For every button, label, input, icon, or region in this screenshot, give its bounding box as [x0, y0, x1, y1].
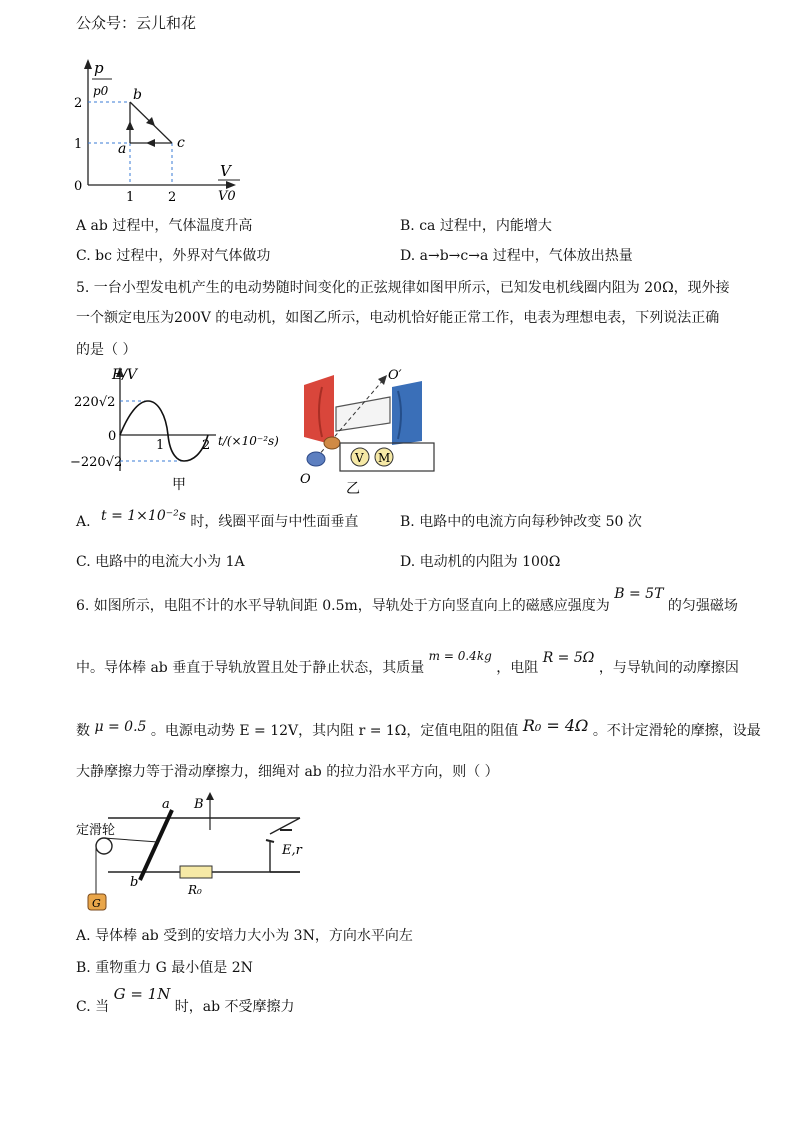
pv-arrow-ab	[126, 121, 134, 130]
pv-tick-y1: 1	[74, 137, 83, 152]
pv-y-arrow	[84, 59, 92, 69]
et-graph	[68, 365, 288, 495]
q5-option-a-formula: t = 1×10⁻²s	[101, 508, 186, 524]
q6-option-c-prefix: C. 当	[76, 999, 110, 1015]
slip-ring-1	[324, 437, 340, 449]
q6-line1-a: 6. 如图所示，电阻不计的水平导轨间距 0.5m，导轨处于方向竖直向上的磁感应强度为	[76, 598, 610, 614]
pv-tick-x2: 2	[168, 190, 177, 205]
pv-x-arrow	[226, 181, 236, 189]
et-origin: 0	[108, 429, 117, 444]
q5-option-b: B. 电路中的电流方向每秒钟改变 50 次	[400, 514, 642, 530]
q6-line3-a: 数	[76, 723, 90, 739]
q6-line2-b: ，电阻	[496, 660, 539, 676]
q4-option-c: C. bc 过程中，外界对气体做功	[76, 248, 271, 264]
q6-line2-a: 中。导体棒 ab 垂直于导轨放置且处于静止状态，其质量	[76, 660, 425, 676]
q6-option-c	[76, 985, 295, 1017]
q5-stem-line3: 的是（ ）	[76, 342, 137, 358]
q6-line1-b: 的匀强磁场	[667, 598, 738, 614]
q6-line3	[76, 716, 761, 741]
pulley-label: 定滑轮	[76, 823, 116, 838]
rod-label-a: a	[162, 797, 170, 812]
pv-tick-x1: 1	[126, 190, 135, 205]
q5-option-d: D. 电动机的内阻为 100Ω	[400, 554, 561, 570]
q6-line1	[76, 586, 738, 616]
pv-tick-y2: 2	[74, 96, 83, 111]
pv-y-label-bottom: p0	[93, 84, 109, 98]
rod-label-b: b	[130, 875, 139, 890]
et-y-min: −220√2	[70, 455, 123, 470]
et-caption: 甲	[172, 477, 186, 493]
pv-origin: 0	[74, 179, 83, 194]
rail-circuit-figure	[70, 790, 320, 915]
conductor-rod-ab	[140, 810, 172, 880]
voltmeter-label: V	[355, 451, 364, 465]
q4-option-d: D. a→b→c→a 过程中，气体放出热量	[400, 248, 633, 264]
device-caption: 乙	[346, 481, 360, 497]
pv-arrow-ca	[146, 139, 155, 147]
generator-figure	[292, 365, 442, 500]
q6-line4: 大静摩擦力等于滑动摩擦力，细绳对 ab 的拉力沿水平方向，则（ ）	[76, 764, 499, 780]
axis-label-top: O′	[388, 368, 402, 383]
q6-line3-formula2: R₀ = 4Ω	[522, 716, 589, 735]
q6-line2-formula1: m = 0.4kg	[428, 649, 492, 663]
q6-line2	[76, 649, 739, 678]
weight-label: G	[92, 897, 101, 910]
q5-option-c: C. 电路中的电流大小为 1A	[76, 554, 245, 570]
q6-line3-formula1: μ = 0.5	[94, 719, 147, 735]
pv-x-label-top: V	[220, 162, 231, 180]
q4-option-b: B. ca 过程中，内能增大	[400, 218, 552, 234]
q6-option-b: B. 重物重力 G 最小值是 2N	[76, 960, 253, 976]
battery-label: E,r	[282, 843, 302, 858]
q5-stem-line2: 一个额定电压为200V 的电动机，如图乙所示，电动机恰好能正常工作，电表为理想电表，下列说法正确	[76, 310, 720, 326]
q5-option-a	[76, 508, 359, 532]
field-arrow-head	[206, 792, 214, 800]
q6-line2-formula2: R = 5Ω	[542, 650, 595, 666]
pv-point-c: c	[177, 135, 185, 151]
q6-line3-b: 。电源电动势 E = 12V，其内阻 r = 1Ω，定值电阻的阻值	[150, 723, 519, 739]
right-wire-top	[270, 818, 300, 834]
q6-option-c-text: 时，ab 不受摩擦力	[174, 999, 295, 1015]
pulley	[96, 838, 112, 854]
string-horizontal	[104, 838, 158, 842]
axis-label-bottom: O	[300, 472, 311, 487]
q6-line3-c: 。不计定滑轮的摩擦，设最	[592, 723, 761, 739]
q6-option-a: A. 导体棒 ab 受到的安培力大小为 3N，方向水平向左	[76, 928, 413, 944]
q4-option-a: A ab 过程中，气体温度升高	[76, 218, 253, 234]
rotation-axis-arrow	[378, 375, 387, 385]
header-text: 公众号：云儿和花	[76, 14, 197, 32]
magnet-pole-blue	[392, 381, 422, 445]
pv-point-a: a	[118, 141, 127, 157]
et-y-max: 220√2	[74, 395, 116, 410]
q6-line2-c: ，与导轨间的动摩擦因	[598, 660, 739, 676]
q5-option-a-prefix: A.	[76, 514, 91, 530]
field-label-b: B	[194, 797, 204, 812]
resistor-label: R₀	[188, 883, 202, 897]
pv-point-b: b	[133, 87, 142, 103]
pv-graph	[60, 55, 250, 210]
battery-short-plate	[266, 840, 274, 842]
slip-ring-2	[307, 452, 325, 466]
pv-y-label-top: p	[94, 59, 104, 77]
q6-line1-formula: B = 5T	[614, 586, 664, 602]
et-y-label: E/V	[112, 367, 138, 383]
resistor-r0	[180, 866, 212, 878]
q5-stem-line1: 5. 一台小型发电机产生的电动势随时间变化的正弦规律如图甲所示，已知发电机线圈内阻为 20Ω，现外接	[76, 280, 730, 296]
et-tick-2: 2	[202, 438, 211, 453]
pv-x-label-bottom: V0	[218, 189, 236, 204]
q6-option-c-formula: G = 1N	[113, 985, 171, 1003]
motor-label: M	[378, 451, 391, 465]
q5-option-a-text: 时，线圈平面与中性面垂直	[190, 514, 359, 530]
et-x-label: t/(×10⁻²s)	[218, 434, 279, 448]
et-tick-1: 1	[156, 438, 165, 453]
